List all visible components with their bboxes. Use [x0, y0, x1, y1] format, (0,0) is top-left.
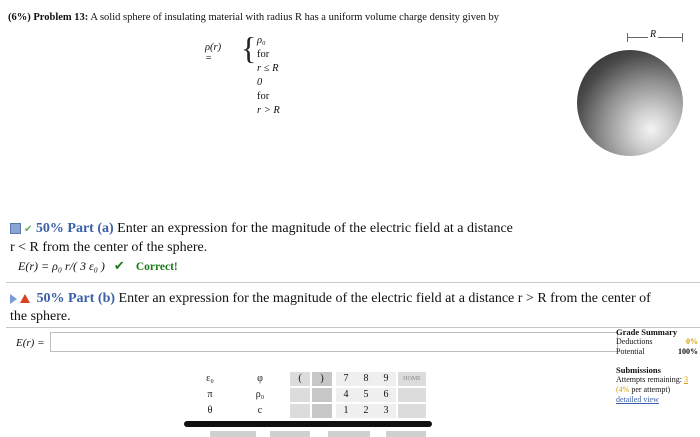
key-blank[interactable]: [328, 431, 370, 437]
potential-label: Potential: [616, 347, 645, 356]
key-blank[interactable]: [386, 431, 426, 437]
attempts-label: Attempts remaining:: [616, 375, 682, 384]
key-theta[interactable]: θ: [207, 405, 213, 416]
key-7[interactable]: 7: [336, 372, 356, 386]
part-b-label: 50% Part (b): [36, 291, 116, 306]
key-function[interactable]: [312, 404, 332, 418]
key-blank[interactable]: [210, 431, 256, 437]
problem-text: A solid sphere of insulating material with radius R has a uniform volume charge density given by: [90, 12, 499, 23]
per-attempt-text: per attempt): [631, 385, 671, 394]
detailed-view-link[interactable]: detailed view: [616, 395, 659, 404]
document-icon[interactable]: [10, 223, 21, 234]
key-open-paren[interactable]: (: [290, 372, 310, 386]
part-a-answer-expression: E(r) = ρ₀ r/( 3 ε₀ ): [18, 259, 105, 273]
deductions-label: Deductions: [616, 337, 653, 346]
eq-row2-condition: r > R: [257, 105, 280, 116]
key-pi[interactable]: π: [207, 389, 213, 400]
expand-icon[interactable]: [10, 294, 17, 304]
key-8[interactable]: 8: [356, 372, 376, 386]
warning-icon: [20, 294, 30, 303]
keypad-bottom-row: [210, 431, 430, 437]
grade-summary: [616, 327, 698, 405]
key-function[interactable]: [290, 404, 310, 418]
answer-label: E(r) =: [16, 337, 45, 349]
part-a-answer: [18, 258, 178, 274]
attempts-value[interactable]: 3: [684, 375, 688, 384]
key-epsilon0[interactable]: ε₀: [206, 373, 214, 384]
potential-value: 100%: [678, 347, 698, 356]
key-5[interactable]: 5: [356, 388, 376, 402]
correct-check-icon: ✔: [113, 258, 125, 273]
key-blank[interactable]: [270, 431, 310, 437]
problem-weight: (6%): [8, 12, 31, 23]
divider: [6, 282, 700, 283]
key-4[interactable]: 4: [336, 388, 356, 402]
divider: [6, 327, 700, 328]
check-icon: ✔: [24, 224, 33, 235]
key-home[interactable]: HOME: [398, 372, 426, 386]
equation-lhs: ρ(r) =: [205, 42, 222, 64]
key-function[interactable]: [312, 388, 332, 402]
part-a-text: Enter an expression for the magnitude of the electric field at a distance: [117, 221, 513, 236]
key-arrow[interactable]: [398, 388, 426, 402]
per-attempt-percent: (4%: [616, 385, 630, 394]
scroll-indicator: [184, 421, 432, 427]
problem-statement: [8, 12, 499, 23]
key-phi[interactable]: φ: [257, 373, 263, 384]
part-a-status: Correct!: [135, 261, 178, 273]
eq-row2-for: for: [257, 91, 270, 102]
radius-label: R: [650, 29, 657, 40]
key-2[interactable]: 2: [356, 404, 376, 418]
submissions-title: Submissions: [616, 365, 661, 375]
grade-summary-title: Grade Summary: [616, 327, 678, 337]
part-a-text-2: r < R from the center of the sphere.: [10, 240, 208, 255]
part-b-prompt: [10, 290, 700, 326]
key-c[interactable]: c: [257, 405, 263, 416]
key-backspace[interactable]: [398, 404, 426, 418]
key-1[interactable]: 1: [336, 404, 356, 418]
sphere-image: [577, 50, 683, 156]
key-3[interactable]: 3: [376, 404, 396, 418]
brace-icon: {: [241, 30, 257, 66]
key-rho0[interactable]: ρ₀: [255, 389, 265, 400]
answer-input[interactable]: [50, 332, 618, 352]
eq-row1-for: for: [257, 49, 270, 60]
sphere-figure: [575, 30, 685, 160]
eq-row2-value: 0: [257, 77, 263, 88]
part-a-label: 50% Part (a): [35, 221, 114, 236]
deductions-value: 0%: [686, 337, 698, 346]
part-b-text-2: the sphere.: [10, 309, 71, 324]
key-9[interactable]: 9: [376, 372, 396, 386]
key-function[interactable]: [290, 388, 310, 402]
problem-title: Problem 13:: [33, 12, 89, 23]
symbol-keypad: [190, 370, 430, 425]
key-close-paren[interactable]: ): [312, 372, 332, 386]
part-a-prompt: [10, 220, 690, 257]
part-b-text: Enter an expression for the magnitude of the electric field at a distance r > R from the center of: [118, 291, 651, 306]
key-6[interactable]: 6: [376, 388, 396, 402]
eq-row1-value: ρ₀: [257, 35, 266, 46]
eq-row1-condition: r ≤ R: [257, 63, 279, 74]
